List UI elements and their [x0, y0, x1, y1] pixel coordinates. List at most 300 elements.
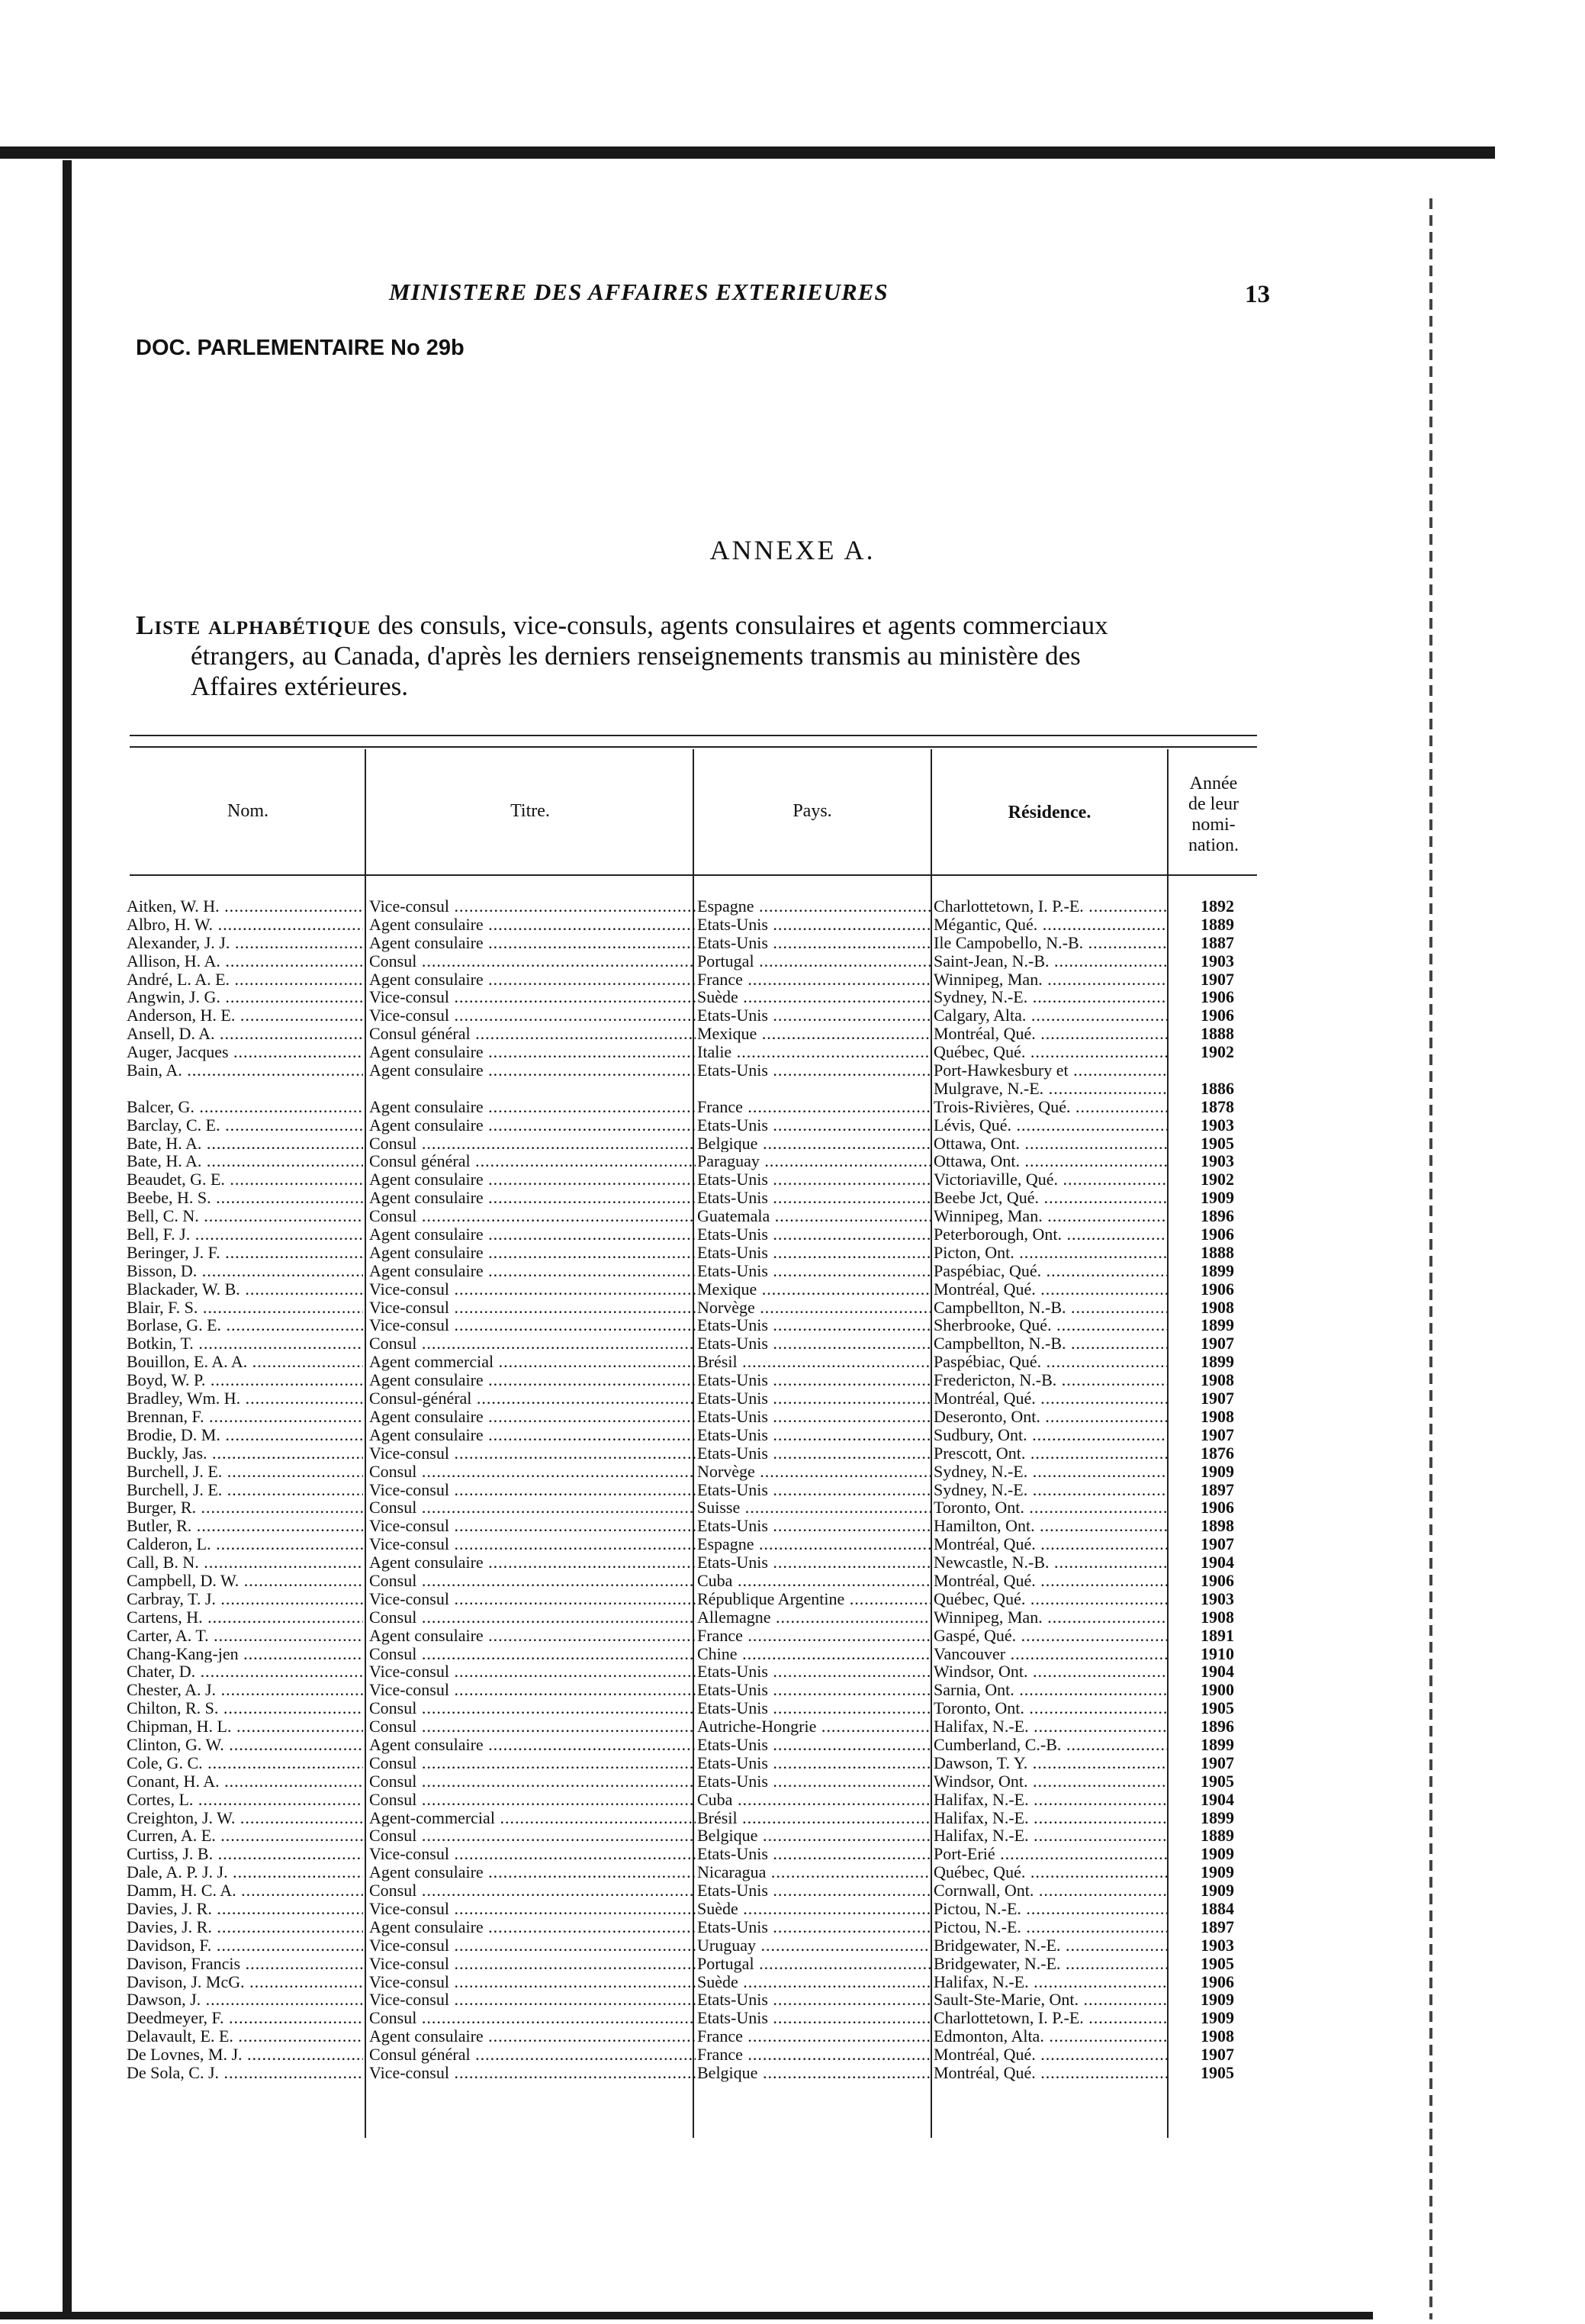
cell-nom: Burger, R. .....: [127, 1498, 363, 1517]
cell-annee: 1896: [1201, 1207, 1234, 1226]
cell-annee: 1908: [1201, 1608, 1234, 1627]
cell-titre: Vice-consul .....: [369, 1991, 696, 2009]
cell-pays: Etats-Unis .....: [697, 1244, 931, 1262]
cell-titre: Agent consulaire .....: [369, 1189, 696, 1207]
cell-annee: 1909: [1201, 2009, 1234, 2028]
consul-table-body: [127, 897, 1271, 2082]
table-row: [127, 1170, 1271, 1189]
cell-annee: 1899: [1201, 1261, 1234, 1280]
table-row: [127, 1463, 1271, 1481]
cell-annee: 1903: [1201, 951, 1234, 970]
cell-pays: Etats-Unis .....: [697, 1699, 931, 1717]
cell-nom: Chester, A. J. .....: [127, 1681, 363, 1699]
table-row: [127, 1754, 1271, 1772]
cell-pays: Etats-Unis .....: [697, 1061, 931, 1080]
table-row: [127, 970, 1271, 989]
intro-line-3: Affaires extérieures.: [191, 671, 409, 701]
cell-nom: Bell, F. J. .....: [127, 1225, 363, 1244]
cell-nom: Allison, H. A. .....: [127, 952, 363, 970]
cell-residence: Cornwall, Ont. .....: [934, 1881, 1167, 1900]
cell-pays: France .....: [697, 970, 931, 989]
table-row: [127, 1299, 1271, 1317]
cell-nom: Brodie, D. M. .....: [127, 1426, 363, 1444]
cell-annee: 1908: [1201, 1371, 1234, 1390]
cell-pays: Etats-Unis .....: [697, 1334, 931, 1353]
cell-annee: 1905: [1201, 2064, 1234, 2082]
cell-annee: 1905: [1201, 1772, 1234, 1791]
cell-nom: Albro, H. W. .....: [127, 916, 363, 934]
table-row: [127, 1389, 1271, 1408]
cell-residence: Beebe Jct, Qué. .....: [934, 1189, 1167, 1207]
table-row: [127, 1517, 1271, 1535]
cell-titre: Agent consulaire .....: [369, 916, 696, 934]
cell-residence: Québec, Qué. .....: [934, 1590, 1167, 1608]
cell-pays: République Argentine .....: [697, 1590, 931, 1608]
cell-annee: 1906: [1201, 1225, 1234, 1244]
table-row: [127, 1444, 1271, 1463]
cell-nom: Auger, Jacques .....: [127, 1043, 363, 1061]
cell-residence: Prescott, Ont. .....: [934, 1444, 1167, 1463]
cell-residence: Fredericton, N.-B. .....: [934, 1371, 1167, 1389]
cell-titre: Vice-consul .....: [369, 988, 696, 1006]
cell-residence: Port-Erié .....: [934, 1845, 1167, 1863]
table-row: [127, 1553, 1271, 1572]
cell-annee: 1909: [1201, 1462, 1234, 1481]
table-top-rule: [130, 735, 1257, 736]
cell-annee: 1900: [1201, 1681, 1234, 1700]
table-row: [127, 1535, 1271, 1553]
table-row: [127, 1572, 1271, 1590]
cell-nom: Davies, J. R. .....: [127, 1918, 363, 1936]
cell-residence: Edmonton, Alta. .....: [934, 2027, 1167, 2046]
cell-titre: Agent consulaire .....: [369, 1098, 696, 1116]
table-row: [127, 1955, 1271, 1973]
cell-residence: Ottawa, Ont. .....: [934, 1135, 1167, 1153]
cell-nom: Campbell, D. W. .....: [127, 1572, 363, 1590]
cell-nom: Ansell, D. A. .....: [127, 1025, 363, 1043]
cell-titre: Agent-commercial .....: [369, 1809, 696, 1827]
cell-pays: Etats-Unis .....: [697, 2009, 931, 2027]
cell-titre: Agent consulaire .....: [369, 1043, 696, 1061]
cell-nom: Bate, H. A. .....: [127, 1135, 363, 1153]
cell-annee: 1888: [1201, 1025, 1234, 1044]
cell-pays: Norvège .....: [697, 1299, 931, 1317]
cell-residence: Montréal, Qué. .....: [934, 1389, 1167, 1408]
cell-nom: Borlase, G. E. .....: [127, 1316, 363, 1334]
cell-nom: Chang-Kang-jen .....: [127, 1645, 363, 1663]
table-row: [127, 1152, 1271, 1170]
cell-residence: Paspébiac, Qué. .....: [934, 1353, 1167, 1371]
cell-pays: Mexique .....: [697, 1025, 931, 1043]
cell-titre: Consul général .....: [369, 2046, 696, 2064]
cell-residence: Montréal, Qué. .....: [934, 1280, 1167, 1299]
cell-annee: 1908: [1201, 2027, 1234, 2046]
cell-residence: Pictou, N.-E. .....: [934, 1900, 1167, 1918]
table-row: [127, 1736, 1271, 1754]
cell-pays: Italie .....: [697, 1043, 931, 1061]
table-row: [127, 1627, 1271, 1645]
cell-nom: Bisson, D. .....: [127, 1262, 363, 1280]
cell-titre: Consul .....: [369, 1334, 696, 1353]
page-right-edge: [1429, 198, 1432, 2319]
cell-residence: Hamilton, Ont. .....: [934, 1517, 1167, 1535]
cell-pays: Etats-Unis .....: [697, 1845, 931, 1863]
cell-annee: 1906: [1201, 1972, 1234, 1991]
cell-titre: Consul .....: [369, 1754, 696, 1772]
cell-annee: 1903: [1201, 1115, 1234, 1135]
cell-residence: Lévis, Qué. .....: [934, 1116, 1167, 1135]
cell-pays: Cuba .....: [697, 1791, 931, 1809]
cell-nom: Bain, A. .....: [127, 1061, 363, 1080]
cell-titre: Agent consulaire .....: [369, 1116, 696, 1135]
table-row: [127, 1244, 1271, 1262]
table-row: [127, 1699, 1271, 1717]
header-annee-line: de leur: [1188, 794, 1239, 814]
table-row: [127, 897, 1271, 916]
cell-residence: Charlottetown, I. P.-E. .....: [934, 2009, 1167, 2027]
cell-pays: Etats-Unis .....: [697, 1918, 931, 1936]
cell-titre: Consul .....: [369, 1699, 696, 1717]
cell-residence: Calgary, Alta. .....: [934, 1006, 1167, 1025]
cell-residence: Halifax, N.-E. .....: [934, 1717, 1167, 1736]
cell-annee: 1902: [1201, 1043, 1234, 1062]
cell-titre: Consul .....: [369, 1572, 696, 1590]
cell-titre: Agent consulaire .....: [369, 1408, 696, 1426]
cell-titre: Agent consulaire .....: [369, 1736, 696, 1754]
table-row: [127, 1334, 1271, 1353]
cell-annee: 1907: [1201, 1535, 1234, 1554]
cell-nom: Bouillon, E. A. A. .....: [127, 1353, 363, 1371]
table-row: [127, 2027, 1271, 2046]
cell-residence: Saint-Jean, N.-B. .....: [934, 952, 1167, 970]
cell-titre: Agent consulaire .....: [369, 1244, 696, 1262]
cell-annee: 1905: [1201, 1134, 1234, 1153]
cell-annee: 1886: [1201, 1079, 1234, 1098]
cell-pays: Espagne .....: [697, 1535, 931, 1553]
cell-annee: 1907: [1201, 1389, 1234, 1408]
cell-annee: 1908: [1201, 1298, 1234, 1317]
cell-residence: Windsor, Ont. .....: [934, 1772, 1167, 1791]
cell-nom: Carbray, T. J. .....: [127, 1590, 363, 1608]
table-row: [127, 1973, 1271, 1991]
cell-residence: Campbellton, N.-B. .....: [934, 1299, 1167, 1317]
cell-nom: Dawson, J. .....: [127, 1991, 363, 2009]
cell-titre: Vice-consul .....: [369, 2064, 696, 2082]
cell-residence: Mulgrave, N.-E. .....: [934, 1080, 1167, 1098]
cell-annee: 1904: [1201, 1553, 1234, 1572]
cell-residence: Sudbury, Ont. .....: [934, 1426, 1167, 1444]
cell-residence: Pictou, N.-E. .....: [934, 1918, 1167, 1936]
intro-lead: Liste alphabétique: [136, 610, 371, 640]
table-row: [127, 1280, 1271, 1299]
cell-annee: 1899: [1201, 1353, 1234, 1372]
table-row: [127, 1262, 1271, 1280]
table-row: [127, 1371, 1271, 1389]
table-row: [127, 1772, 1271, 1791]
cell-pays: Suède .....: [697, 1973, 931, 1991]
cell-pays: Allemagne .....: [697, 1608, 931, 1627]
cell-pays: France .....: [697, 2027, 931, 2046]
cell-titre: Consul .....: [369, 1498, 696, 1517]
cell-residence: Bridgewater, N.-E. .....: [934, 1955, 1167, 1973]
intro-paragraph: [136, 610, 1280, 702]
cell-annee: 1907: [1201, 970, 1234, 989]
cell-titre: Agent consulaire .....: [369, 2027, 696, 2046]
cell-titre: Consul .....: [369, 1827, 696, 1845]
table-row: [127, 1353, 1271, 1371]
document-reference: DOC. PARLEMENTAIRE No 29b: [136, 336, 465, 360]
table-row: [127, 1025, 1271, 1043]
cell-nom: Burchell, J. E. .....: [127, 1481, 363, 1499]
cell-nom: Alexander, J. J. .....: [127, 934, 363, 952]
running-title: MINISTERE DES AFFAIRES EXTERIEURES: [389, 278, 889, 305]
cell-titre: Vice-consul .....: [369, 1316, 696, 1334]
cell-titre: Vice-consul .....: [369, 1663, 696, 1681]
cell-titre: Vice-consul .....: [369, 1299, 696, 1317]
cell-residence: Trois-Rivières, Qué. .....: [934, 1098, 1167, 1116]
cell-residence: Mégantic, Qué. .....: [934, 916, 1167, 934]
cell-titre: Agent consulaire .....: [369, 1553, 696, 1572]
table-row: [127, 1408, 1271, 1426]
cell-nom: Deedmeyer, F. .....: [127, 2009, 363, 2027]
table-row: [127, 2046, 1271, 2064]
cell-titre: Agent consulaire .....: [369, 934, 696, 952]
cell-titre: Agent consulaire .....: [369, 1918, 696, 1936]
cell-annee: 1910: [1201, 1644, 1234, 1663]
header-annee-line: Année: [1189, 774, 1238, 793]
header-annee: [1169, 774, 1259, 856]
cell-titre: Agent consulaire .....: [369, 1863, 696, 1881]
table-row: [127, 1663, 1271, 1681]
cell-pays: Brésil .....: [697, 1809, 931, 1827]
cell-residence: Winnipeg, Man. .....: [934, 1608, 1167, 1627]
cell-nom: Davies, J. R. .....: [127, 1900, 363, 1918]
table-row: [127, 1900, 1271, 1918]
cell-nom: Boyd, W. P. .....: [127, 1371, 363, 1389]
cell-residence: Bridgewater, N.-E. .....: [934, 1936, 1167, 1955]
cell-residence: Québec, Qué. .....: [934, 1863, 1167, 1881]
cell-pays: Suède .....: [697, 988, 931, 1006]
cell-titre: Consul .....: [369, 1717, 696, 1736]
cell-pays: France .....: [697, 2046, 931, 2064]
cell-titre: Vice-consul .....: [369, 1973, 696, 1991]
cell-annee: 1891: [1201, 1626, 1234, 1645]
cell-titre: Vice-consul .....: [369, 1006, 696, 1025]
cell-residence: Montréal, Qué. .....: [934, 1535, 1167, 1553]
cell-pays: Cuba .....: [697, 1572, 931, 1590]
cell-nom: André, L. A. E. .....: [127, 970, 363, 989]
cell-nom: Damm, H. C. A. .....: [127, 1881, 363, 1900]
cell-residence: Victoriaville, Qué. .....: [934, 1170, 1167, 1189]
cell-titre: Vice-consul .....: [369, 1955, 696, 1973]
cell-pays: Etats-Unis .....: [697, 1116, 931, 1135]
cell-annee: 1907: [1201, 1425, 1234, 1444]
cell-residence: Halifax, N.-E. .....: [934, 1827, 1167, 1845]
cell-nom: Beaudet, G. E. .....: [127, 1170, 363, 1189]
table-row: [127, 1061, 1271, 1080]
table-row: [127, 1116, 1271, 1135]
cell-nom: Conant, H. A. .....: [127, 1772, 363, 1791]
cell-nom: Delavault, E. E. .....: [127, 2027, 363, 2046]
cell-residence: Québec, Qué. .....: [934, 1043, 1167, 1061]
cell-titre: Consul général .....: [369, 1152, 696, 1170]
cell-nom: Botkin, T. .....: [127, 1334, 363, 1353]
cell-annee: 1899: [1201, 1316, 1234, 1335]
header-nom: Nom.: [227, 801, 268, 821]
cell-residence: Gaspé, Qué. .....: [934, 1627, 1167, 1645]
cell-nom: Balcer, G. .....: [127, 1098, 363, 1116]
cell-titre: Vice-consul .....: [369, 1517, 696, 1535]
cell-nom: Bate, H. A. .....: [127, 1152, 363, 1170]
header-pays: Pays.: [792, 801, 832, 821]
cell-titre: Agent consulaire .....: [369, 1262, 696, 1280]
cell-pays: Etats-Unis .....: [697, 1991, 931, 2009]
cell-pays: Etats-Unis .....: [697, 1371, 931, 1389]
cell-residence: Picton, Ont. .....: [934, 1244, 1167, 1262]
cell-annee: 1906: [1201, 1571, 1234, 1590]
cell-titre: Consul général .....: [369, 1025, 696, 1043]
cell-pays: Etats-Unis .....: [697, 1316, 931, 1334]
cell-residence: Montréal, Qué. .....: [934, 1572, 1167, 1590]
cell-nom: De Lovnes, M. J. .....: [127, 2046, 363, 2064]
cell-annee: 1903: [1201, 1936, 1234, 1955]
cell-annee: 1887: [1201, 933, 1234, 952]
cell-residence: Sarnia, Ont. .....: [934, 1681, 1167, 1699]
cell-residence: Ottawa, Ont. .....: [934, 1152, 1167, 1170]
cell-titre: Agent consulaire .....: [369, 970, 696, 989]
cell-pays: Espagne .....: [697, 897, 931, 916]
cell-titre: Vice-consul .....: [369, 897, 696, 916]
table-row: [127, 1645, 1271, 1663]
table-row: [127, 1481, 1271, 1499]
cell-titre: Consul-général .....: [369, 1389, 696, 1408]
cell-annee: 1907: [1201, 1753, 1234, 1772]
cell-pays: Etats-Unis .....: [697, 1881, 931, 1900]
cell-annee: 1907: [1201, 1334, 1234, 1354]
cell-annee: 1906: [1201, 1006, 1234, 1025]
cell-titre: Vice-consul .....: [369, 1590, 696, 1608]
intro-line-2: étrangers, au Canada, d'après les derniers renseignements transmis au ministère des: [191, 641, 1081, 671]
header-annee-line: nation.: [1188, 835, 1239, 855]
table-top-rule-2: [130, 746, 1257, 748]
cell-annee: 1896: [1201, 1717, 1234, 1736]
table-row: [127, 1080, 1271, 1098]
cell-residence: Toronto, Ont. .....: [934, 1498, 1167, 1517]
cell-titre: Vice-consul .....: [369, 1681, 696, 1699]
cell-nom: Angwin, J. G. .....: [127, 988, 363, 1006]
table-row: [127, 2009, 1271, 2027]
table-row: [127, 934, 1271, 952]
cell-annee: 1904: [1201, 1663, 1234, 1682]
cell-annee: 1899: [1201, 1808, 1234, 1827]
cell-nom: Barclay, C. E. .....: [127, 1116, 363, 1135]
cell-titre: Consul .....: [369, 1463, 696, 1481]
cell-titre: Vice-consul .....: [369, 1900, 696, 1918]
cell-annee: 1884: [1201, 1899, 1234, 1918]
table-row: [127, 1135, 1271, 1153]
cell-annee: 1898: [1201, 1517, 1234, 1536]
cell-pays: Paraguay .....: [697, 1152, 931, 1170]
cell-residence: Halifax, N.-E. .....: [934, 1809, 1167, 1827]
cell-annee: 1903: [1201, 1152, 1234, 1171]
cell-pays: France .....: [697, 1098, 931, 1116]
table-row: [127, 1316, 1271, 1334]
cell-nom: Beringer, J. F. .....: [127, 1244, 363, 1262]
cell-nom: Chipman, H. L. .....: [127, 1717, 363, 1736]
cell-nom: Cole, G. C. .....: [127, 1754, 363, 1772]
cell-annee: 1905: [1201, 1954, 1234, 1973]
table-row: [127, 1426, 1271, 1444]
cell-residence: Sydney, N.-E. .....: [934, 1463, 1167, 1481]
cell-titre: Consul .....: [369, 952, 696, 970]
cell-pays: Autriche-Hongrie .....: [697, 1717, 931, 1736]
cell-titre: Vice-consul .....: [369, 1845, 696, 1863]
cell-pays: Etats-Unis .....: [697, 1681, 931, 1699]
cell-nom: Butler, R. .....: [127, 1517, 363, 1535]
cell-annee: 1909: [1201, 1189, 1234, 1208]
page-top-border: [0, 146, 1495, 159]
table-row: [127, 1717, 1271, 1736]
cell-titre: Agent consulaire .....: [369, 1371, 696, 1389]
cell-titre: Consul .....: [369, 2009, 696, 2027]
cell-nom: Carter, A. T. .....: [127, 1627, 363, 1645]
header-annee-line: nomi-: [1191, 815, 1236, 835]
cell-annee: 1889: [1201, 915, 1234, 934]
cell-pays: Brésil .....: [697, 1353, 931, 1371]
cell-nom: Buckly, Jas. .....: [127, 1444, 363, 1463]
cell-annee: 1905: [1201, 1699, 1234, 1718]
cell-nom: Aitken, W. H. .....: [127, 897, 363, 916]
cell-residence: Deseronto, Ont. .....: [934, 1408, 1167, 1426]
cell-nom: Brennan, F. .....: [127, 1408, 363, 1426]
cell-residence: Montréal, Qué. .....: [934, 2046, 1167, 2064]
table-row: [127, 2064, 1271, 2082]
cell-nom: Blair, F. S. .....: [127, 1299, 363, 1317]
cell-nom: Curtiss, J. B. .....: [127, 1845, 363, 1863]
cell-pays: Etats-Unis .....: [697, 1517, 931, 1535]
cell-titre: Agent consulaire .....: [369, 1627, 696, 1645]
cell-nom: De Sola, C. J. .....: [127, 2064, 363, 2082]
cell-nom: Chater, D. .....: [127, 1663, 363, 1681]
cell-annee: 1909: [1201, 1881, 1234, 1900]
cell-residence: Vancouver .....: [934, 1645, 1167, 1663]
cell-annee: 1902: [1201, 1170, 1234, 1189]
cell-nom: Clinton, G. W. .....: [127, 1736, 363, 1754]
cell-annee: 1909: [1201, 1845, 1234, 1864]
cell-pays: Uruguay .....: [697, 1936, 931, 1955]
cell-residence: Newcastle, N.-B. .....: [934, 1553, 1167, 1572]
cell-residence: Ile Campobello, N.-B. .....: [934, 934, 1167, 952]
cell-pays: Suisse .....: [697, 1498, 931, 1517]
cell-residence: Cumberland, C.-B. .....: [934, 1736, 1167, 1754]
cell-nom: Blackader, W. B. .....: [127, 1280, 363, 1299]
cell-nom: Cortes, L. .....: [127, 1791, 363, 1809]
cell-annee: 1906: [1201, 1498, 1234, 1518]
cell-annee: 1907: [1201, 2046, 1234, 2065]
cell-pays: Etats-Unis .....: [697, 1225, 931, 1244]
cell-annee: 1897: [1201, 1480, 1234, 1499]
cell-annee: 1892: [1201, 897, 1234, 916]
cell-annee: 1903: [1201, 1589, 1234, 1608]
cell-pays: Etats-Unis .....: [697, 1663, 931, 1681]
cell-pays: Chine .....: [697, 1645, 931, 1663]
cell-pays: Suède .....: [697, 1900, 931, 1918]
cell-pays: Etats-Unis .....: [697, 1006, 931, 1025]
cell-annee: 1889: [1201, 1827, 1234, 1846]
cell-annee: 1908: [1201, 1407, 1234, 1426]
cell-pays: Belgique .....: [697, 1135, 931, 1153]
table-row: [127, 1043, 1271, 1061]
